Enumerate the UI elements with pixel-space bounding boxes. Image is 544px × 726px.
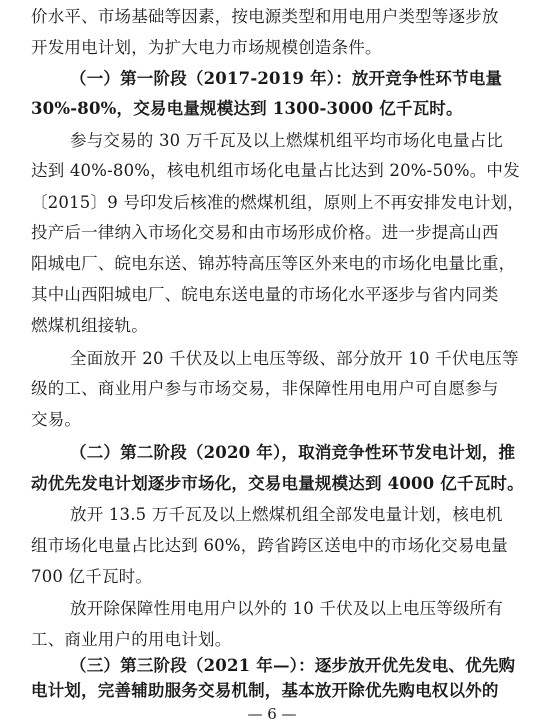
paragraph-line: 其中山西阳城电厂、皖电东送电量的市场化水平逐步与省内同类 [31, 285, 499, 304]
paragraph-line: 开发用电计划，为扩大电力市场规模创造条件。 [31, 38, 382, 57]
paragraph-line: 放开除保障性用电用户以外的 10 千伏及以上电压等级所有 [70, 599, 504, 618]
paragraph-line: 700 亿千瓦时。 [31, 567, 153, 586]
paragraph-line: 燃煤机组接轨。 [31, 316, 148, 335]
paragraph-line: 投产后一律纳入市场化交易和由市场形成价格。进一步提高山西 [31, 223, 499, 242]
section-heading-3: （三）第三阶段（2021 年—）：逐步放开优先发电、优先购 [70, 656, 516, 675]
section-heading-2-cont: 动优先发电计划逐步市场化，交易电量规模达到 4000 亿千瓦时。 [31, 474, 524, 493]
section-heading-1: （一）第一阶段（2017-2019 年）：放开竞争性环节电量 [70, 69, 503, 88]
paragraph-line: 价水平、市场基础等因素，按电源类型和用电用户类型等逐步放 [31, 7, 499, 26]
paragraph-line: 组市场化电量占比达到 60%，跨省跨区送电中的市场化交易电量 [31, 536, 508, 555]
section-heading-1-cont: 30%-80%，交易电量规模达到 1300-3000 亿千瓦时。 [31, 99, 463, 118]
paragraph-line: 交易。 [31, 410, 82, 429]
paragraph-line: 参与交易的 30 万千瓦及以上燃煤机组平均市场化电量占比 [70, 131, 504, 150]
paragraph-line: 阳城电厂、皖电东送、锦苏特高压等区外来电的市场化电量比重， [31, 254, 516, 273]
paragraph-line: 达到 40%-80%，核电机组市场化电量占比达到 20%-50%。中发 [31, 161, 520, 180]
section-heading-2: （二）第二阶段（2020 年），取消竞争性环节发电计划，推 [70, 443, 516, 462]
paragraph-line: 〔2015〕9 号印发后核准的燃煤机组，原则上不再安排发电计划， [31, 193, 525, 212]
paragraph-line: 放开 13.5 万千瓦及以上燃煤机组全部发电量计划，核电机 [70, 505, 503, 524]
paragraph-line: 全面放开 20 千伏及以上电压等级、部分放开 10 千伏电压等 [70, 349, 519, 368]
paragraph-line: 工、商业用户的用电计划。 [31, 630, 232, 649]
section-heading-3-cont: 电计划，完善辅助服务交易机制，基本放开除优先购电权以外的 [31, 681, 499, 700]
page-number: — 6 — [247, 705, 297, 723]
paragraph-line: 级的工、商业用户参与市场交易，非保障性用电用户可自愿参与 [31, 379, 499, 398]
